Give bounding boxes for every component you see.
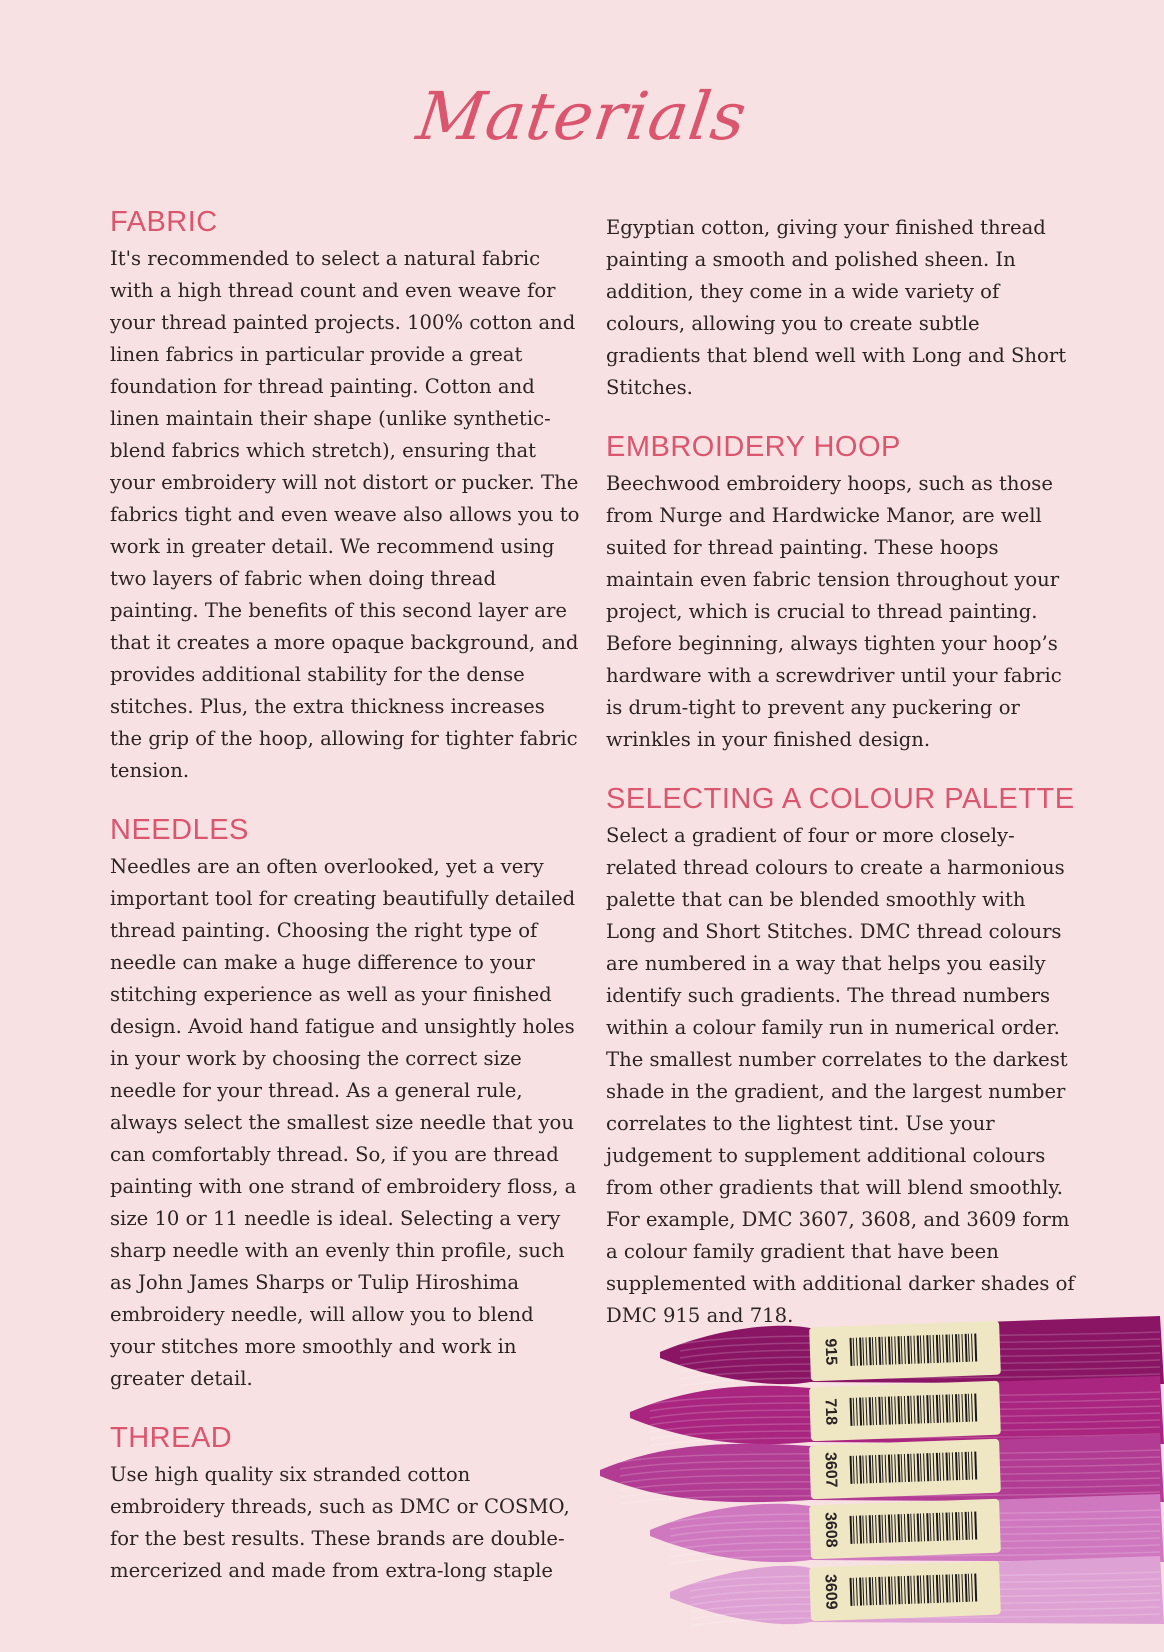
page-title: Materials (412, 78, 752, 155)
heading-needles: NEEDLES (110, 814, 249, 846)
body-thread: Use high quality six stranded cotton embroidery threads, such as DMC or COSMO, for the best results. These brands are double-mercerized and made from extra-long staple (110, 1463, 570, 1582)
thread-skein-3608 (650, 1494, 1164, 1564)
thread-skein-718 (630, 1376, 1164, 1446)
thread-skein-915 (660, 1316, 1164, 1386)
heading-palette: SELECTING A COLOUR PALETTE (606, 783, 1075, 815)
heading-fabric: FABRIC (110, 206, 218, 238)
right-column (606, 212, 1076, 1358)
thread-number: 3609 (821, 1573, 840, 1610)
section-palette (606, 782, 1076, 1332)
body-hoop: Beechwood embroidery hoops, such as those from Nurge and Hardwicke Manor, are well suited for thread painting. These hoops maintain even fabric tension throughout your project, which is crucial to thread painting. Before beginning, always tighten your hoop’s hardware with a screwdriver until your fabric is drum-tight to prevent any puckering or wrinkles in your finished design. (606, 472, 1062, 751)
thread-number: 915 (821, 1338, 840, 1366)
body-palette: Select a gradient of four or more closely-related thread colours to create a harmonious palette that can be blended smoothly with Long and Short Stitches. DMC thread colours are numbered in a way that helps you easily identify such gradients. The thread numbers within a colour family run in numerical order. The smallest number correlates to the darkest shade in the gradient, and the largest number correlates to the lightest tint. Use your judgement to supplement additional colours from other gradients that will blend smoothly. For example, DMC 3607, 3608, and 3609 form a colour family gradient that have been supplemented with additional darker shades of DMC 915 and 718. (606, 824, 1075, 1327)
thread-number: 3607 (821, 1451, 840, 1488)
section-hoop (606, 430, 1076, 756)
body-needles: Needles are an often overlooked, yet a very important tool for creating beautifully detailed thread painting. Choosing the right type of needle can make a huge difference to your stitching experience as well as your finished design. Avoid hand fatigue and unsightly holes in your work by choosing the correct size needle for your thread. As a general rule, always select the smallest size needle that you can comfortably thread. So, if you are thread painting with one strand of embroidery floss, a size 10 or 11 needle is ideal. Selecting a very sharp needle with an evenly thin profile, such as John James Sharps or Tulip Hiroshima embroidery needle, will allow you to blend your stitches more smoothly and work in greater detail. (110, 855, 577, 1390)
thread-number: 718 (821, 1398, 840, 1426)
thread-skeins-image (600, 1300, 1164, 1652)
thread-skein-3609 (670, 1556, 1164, 1626)
heading-hoop: EMBROIDERY HOOP (606, 431, 901, 463)
left-column (110, 205, 580, 1613)
section-thread (110, 1421, 580, 1587)
section-fabric (110, 205, 580, 787)
thread-number: 3608 (821, 1511, 840, 1548)
thread-skein-3607 (600, 1434, 1164, 1504)
body-fabric: It's recommended to select a natural fabric with a high thread count and even weave for your thread painted projects. 100% cotton and linen fabrics in particular provide a great foundation for thread painting. Cotton and linen maintain their shape (unlike synthetic-blend fabrics which stretch), ensuring that your embroidery will not distort or pucker. The fabrics tight and even weave also allows you to work in greater detail. We recommend using two layers of fabric when doing thread painting. The benefits of this second layer are that it creates a more opaque background, and provides additional stability for the dense stitches. Plus, the extra thickness increases the grip of the hoop, allowing for tighter fabric tension. (110, 247, 580, 782)
body-thread-continued: Egyptian cotton, giving your finished thread painting a smooth and polished sheen. In addition, they come in a wide variety of colours, allowing you to create subtle gradients that blend well with Long and Short Stitches. (606, 216, 1067, 399)
heading-thread: THREAD (110, 1422, 233, 1454)
section-needles (110, 813, 580, 1395)
section-thread-continued (606, 212, 1076, 404)
